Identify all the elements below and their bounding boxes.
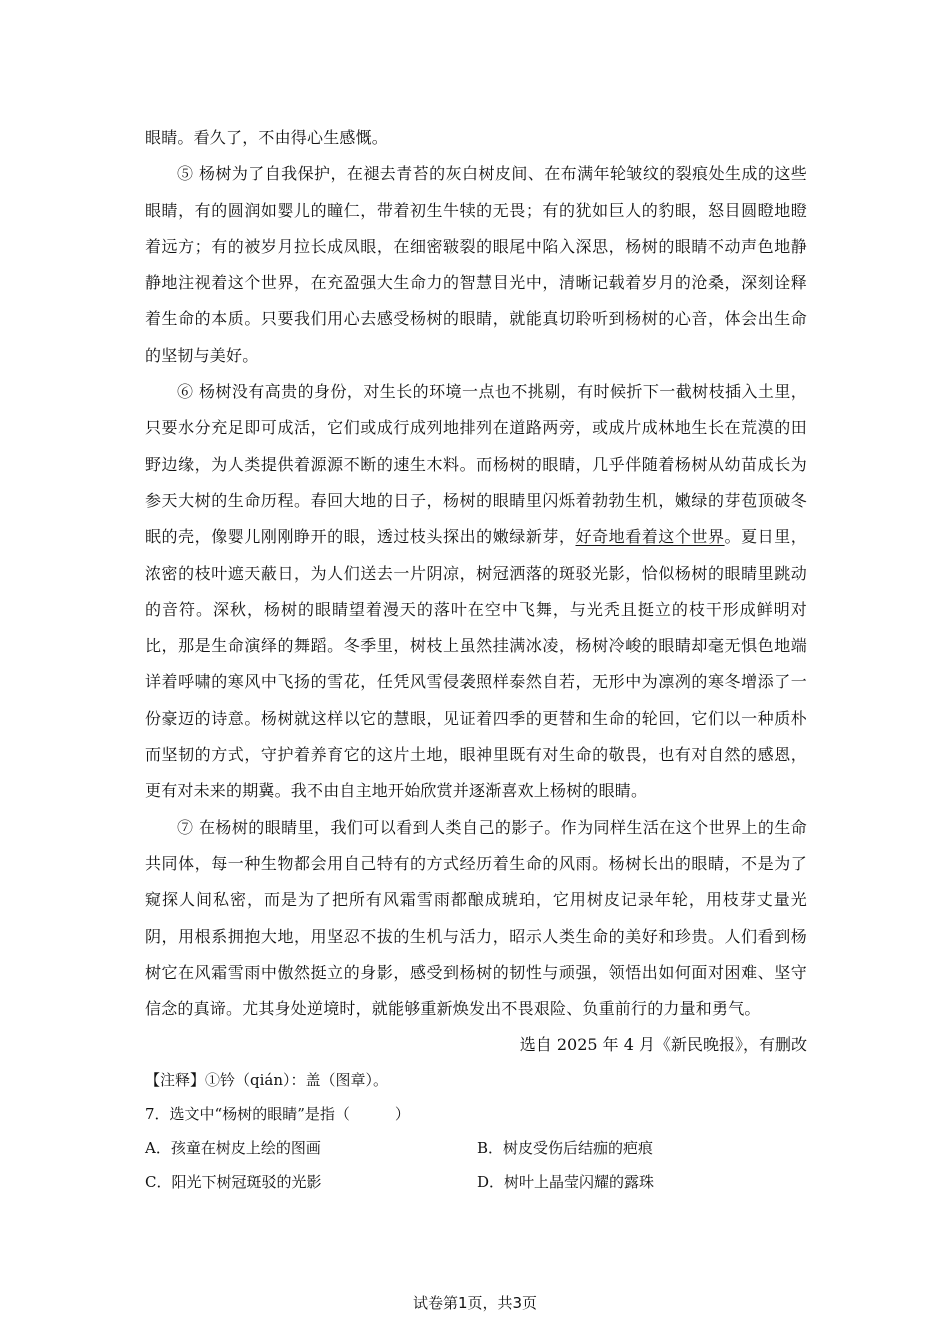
paragraph-7: ⑦ 在杨树的眼睛里，我们可以看到人类自己的影子。作为同样生活在这个世界上的生命共同体，每一种生物都会用自己特有的方式经历着生命的风雨。杨树长出的眼睛，不是为了窥探人间私密，而是为了把所有风霜雪雨都酿成琥珀，它用树皮记录年轮，用枝芽丈量光阴，用根系拥抱大地，用坚忍不拔的生机与活力，昭示人类生命的美好和珍贵。人们看到杨树它在风霜雪雨中傲然挺立的身影，感受到杨树的韧性与顽强，领悟出如何面对困难、坚守信念的真谛。尤其身处逆境时，就能够重新焕发出不畏艰险、负重前行的力量和勇气。 [145,817,807,1019]
option-b[interactable]: B．树皮受伤后结痂的疤痕 [477,1139,654,1158]
question-7-stem: 7．选文中“杨树的眼睛”是指（ ） [145,1105,410,1124]
source-citation: 选自 2025 年 4 月《新民晚报》，有删改 [519,1035,807,1055]
option-c[interactable]: C．阳光下树冠斑驳的光影 [145,1173,322,1192]
question-7-options [145,1131,807,1199]
passage-body [145,120,807,1199]
annotation-note: 【注释】①钤（qián）：盖（图章）。 [145,1071,389,1090]
underlined-phrase: 好奇地看着这个世界 [575,527,725,547]
page-footer: 试卷第1页，共3页 [412,1294,538,1312]
paragraph-6-text-b: 。夏日里，浓密的枝叶遮天蔽日，为人们送去一片阴凉，树冠洒落的斑驳光影，恰似杨树的眼睛里跳动的音符。深秋，杨树的眼睛望着漫天的落叶在空中飞舞，与光秃且挺立的枝干形成鲜明对比，那是生命演绎的舞蹈。冬季里，树枝上虽然挂满冰凌，杨树冷峻的眼睛却毫无惧色地端详着呼啸的寒风中飞扬的雪花，任凭风雪侵袭照样泰然自若，无形中为凛冽的寒冬增添了一份豪迈的诗意。杨树就这样以它的慧眼，见证着四季的更替和生命的轮回，它们以一种质朴而坚韧的方式，守护着养育它的这片土地，眼神里既有对生命的敬畏，也有对自然的感恩，更有对未来的期冀。我不由自主地开始欣赏并逐渐喜欢上杨树的眼睛。 [145,527,807,801]
option-a[interactable]: A．孩童在树皮上绘的图画 [145,1139,321,1158]
paragraph-6-text-a: ⑥ 杨树没有高贵的身份，对生长的环境一点也不挑剔，有时候折下一截树枝插入土里，只要水分充足即可成活，它们或成行成列地排列在道路两旁，或成片成林地生长在荒漠的田野边缘，为人类提供着源源不断的速生木料。而杨树的眼睛，几乎伴随着杨树从幼苗成长为参天大树的生命历程。春回大地的日子，杨树的眼睛里闪烁着勃勃生机，嫩绿的芽苞顶破冬眠的壳，像婴儿刚刚睁开的眼，透过枝头探出的嫩绿新芽， [145,382,807,547]
paragraph-intro: 眼睛。看久了，不由得心生感慨。 [145,128,389,147]
paragraph-5: ⑤ 杨树为了自我保护，在褪去青苔的灰白树皮间、在布满年轮皱纹的裂痕处生成的这些眼睛，有的圆润如婴儿的瞳仁，带着初生牛犊的无畏；有的犹如巨人的豹眼，怒目圆瞪地瞪着远方；有的被岁月拉长成凤眼，在细密皲裂的眼尾中陷入深思，杨树的眼睛不动声色地静静地注视着这个世界，在充盈强大生命力的智慧目光中，清晰记载着岁月的沧桑，深刻诠释着生命的本质。只要我们用心去感受杨树的眼睛，就能真切聆听到杨树的心音，体会出生命的坚韧与美好。 [145,164,807,365]
paragraph-6 [145,374,807,810]
option-d[interactable]: D．树叶上晶莹闪耀的露珠 [477,1173,655,1192]
